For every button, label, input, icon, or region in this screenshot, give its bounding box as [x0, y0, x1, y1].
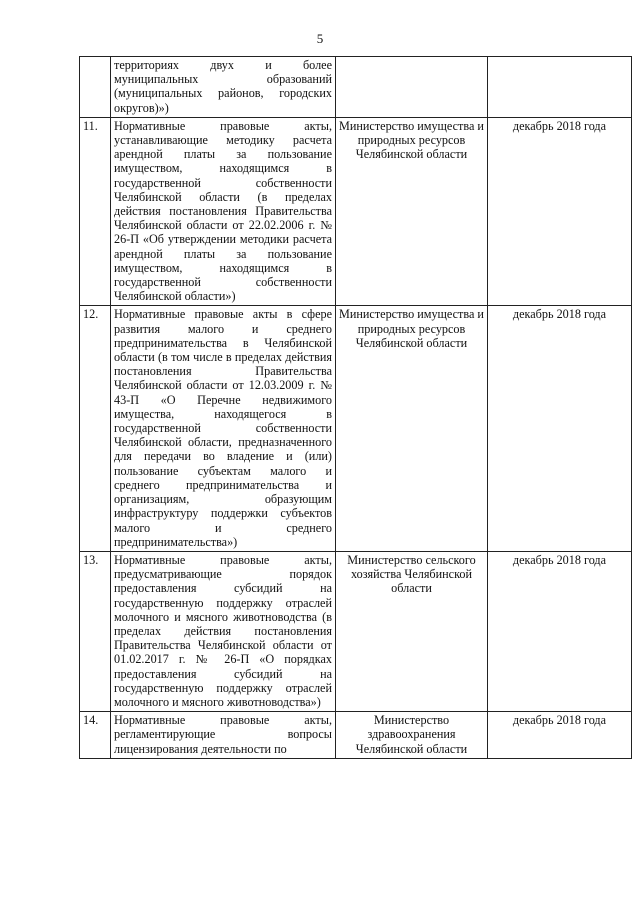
row-description-text: Нормативные правовые акты, регламентирующие вопросы лицензирования деятельности по [114, 713, 332, 756]
row-description-text: Нормативные правовые акты, устанавливающие методику расчета арендной платы за пользование имуществом, находящимся в государственной собственности Челябинской области (в пределах действия постановления Правительства Челябинской области от 22.02.2006 г. № 26-П «Об утверждении методики расчета арендной платы за пользование имуществом, находящимся в государственной собственности Челябинской области») [114, 118, 332, 304]
row-responsible-org [336, 57, 488, 118]
row-description [111, 117, 336, 306]
row-description-text: Нормативные правовые акты в сфере развития малого и среднего предпринимательства в Челябинской области (в том числе в пределах действия постановления Правительства Челябинской области от 12.03.2009 г. № 43-П «О Перечне недвижимого имущества, находящегося в государственной собственности Челябинской области, предназначенного для передачи во владение и (или) пользование субъектам малого и среднего предпринимательства и организациям, образующим инфраструктуру поддержки субъектов малого и среднего предпринимательства») [114, 307, 332, 549]
row-responsible-org: Министерство сельского хозяйства Челябинской области [336, 551, 488, 711]
page-number: 5 [316, 31, 324, 46]
row-description-text: территориях двух и более муниципальных образований (муниципальных районов, городских округов)») [114, 58, 332, 115]
row-deadline: декабрь 2018 года [488, 712, 632, 759]
row-description [111, 551, 336, 711]
row-number: 14. [80, 712, 111, 759]
row-responsible-org: Министерство здравоохранения Челябинской области [336, 712, 488, 759]
row-description-text: Нормативные правовые акты, предусматривающие порядок предоставления субсидий на государственную поддержку отраслей молочного и мясного животноводства (в пределах действия постановления Правительства Челябинской области от 01.02.2017 г. № 26-П «О порядках предоставления субсидий на государственную поддержку отраслей молочного и мясного животноводства») [114, 552, 332, 709]
row-deadline: декабрь 2018 года [488, 306, 632, 551]
row-number [80, 57, 111, 118]
row-deadline [488, 57, 632, 118]
row-number: 13. [80, 551, 111, 711]
table-row [80, 712, 632, 759]
row-deadline: декабрь 2018 года [488, 117, 632, 306]
table-row [80, 306, 632, 551]
row-description [111, 306, 336, 551]
row-number: 12. [80, 306, 111, 551]
table-row [80, 57, 632, 118]
table-row [80, 551, 632, 711]
row-description [111, 57, 336, 118]
table-row [80, 117, 632, 306]
row-deadline: декабрь 2018 года [488, 551, 632, 711]
row-responsible-org: Министерство имущества и природных ресурсов Челябинской области [336, 306, 488, 551]
row-description [111, 712, 336, 759]
row-number: 11. [80, 117, 111, 306]
row-responsible-org: Министерство имущества и природных ресурсов Челябинской области [336, 117, 488, 306]
regulations-table [79, 56, 632, 759]
